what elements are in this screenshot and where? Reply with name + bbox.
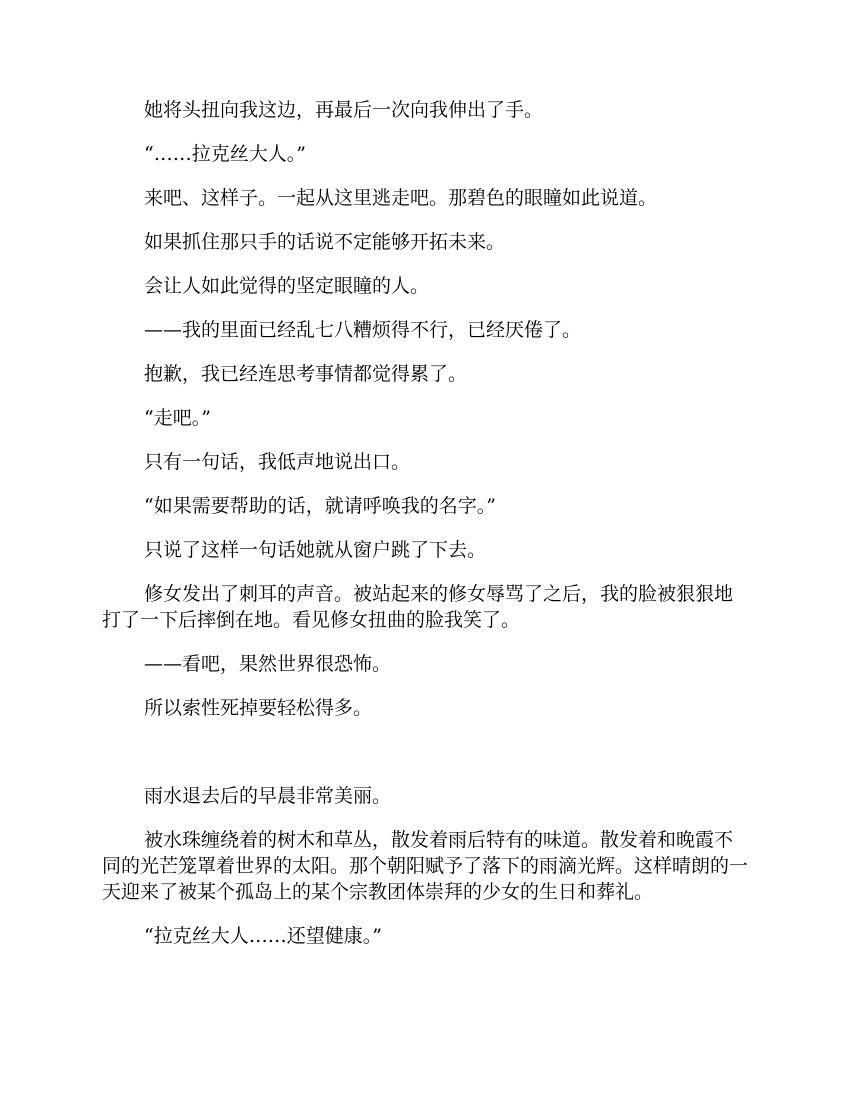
paragraph-1: 她将头扭向我这边，再最后一次向我伸出了手。	[144, 99, 544, 121]
paragraph-11: 只说了这样一句话她就从窗户跳了下去。	[144, 539, 487, 561]
paragraph-12: 修女发出了刺耳的声音。被站起来的修女辱骂了之后，我的脸被狠狠地打了一下后摔倒在地。看见修女扭曲的脸我笑了。	[102, 583, 734, 631]
text-body	[102, 97, 750, 967]
paragraph-2: “……拉克丝大人。”	[144, 143, 306, 165]
paragraph-17: “拉克丝大人……还望健康。”	[144, 925, 382, 947]
paragraph-6: ——我的里面已经乱七八糟烦得不行，已经厌倦了。	[144, 319, 582, 341]
paragraph-5: 会让人如此觉得的坚定眼瞳的人。	[144, 275, 430, 297]
paragraph-4: 如果抓住那只手的话说不定能够开拓未来。	[144, 231, 506, 253]
paragraph-9: 只有一句话，我低声地说出口。	[144, 451, 411, 473]
paragraph-14: 所以索性死掉要轻松得多。	[144, 697, 373, 719]
section-break	[102, 739, 750, 783]
paragraph-7: 抱歉，我已经连思考事情都觉得累了。	[144, 363, 468, 385]
paragraph-15: 雨水退去后的早晨非常美丽。	[144, 785, 392, 807]
paragraph-8: “走吧。”	[144, 407, 211, 429]
paragraph-16: 被水珠缠绕着的树木和草丛，散发着雨后特有的味道。散发着和晚霞不同的光芒笼罩着世界的太阳。那个朝阳赋予了落下的雨滴光辉。这样晴朗的一天迎来了被某个孤岛上的某个宗教团体崇拜的少女的生日和葬礼。	[102, 829, 749, 903]
paragraph-3: 来吧、这样子。一起从这里逃走吧。那碧色的眼瞳如此说道。	[144, 187, 658, 209]
paragraph-10: “如果需要帮助的话，就请呼唤我的名字。”	[144, 495, 496, 517]
paragraph-13: ——看吧，果然世界很恐怖。	[144, 653, 392, 675]
